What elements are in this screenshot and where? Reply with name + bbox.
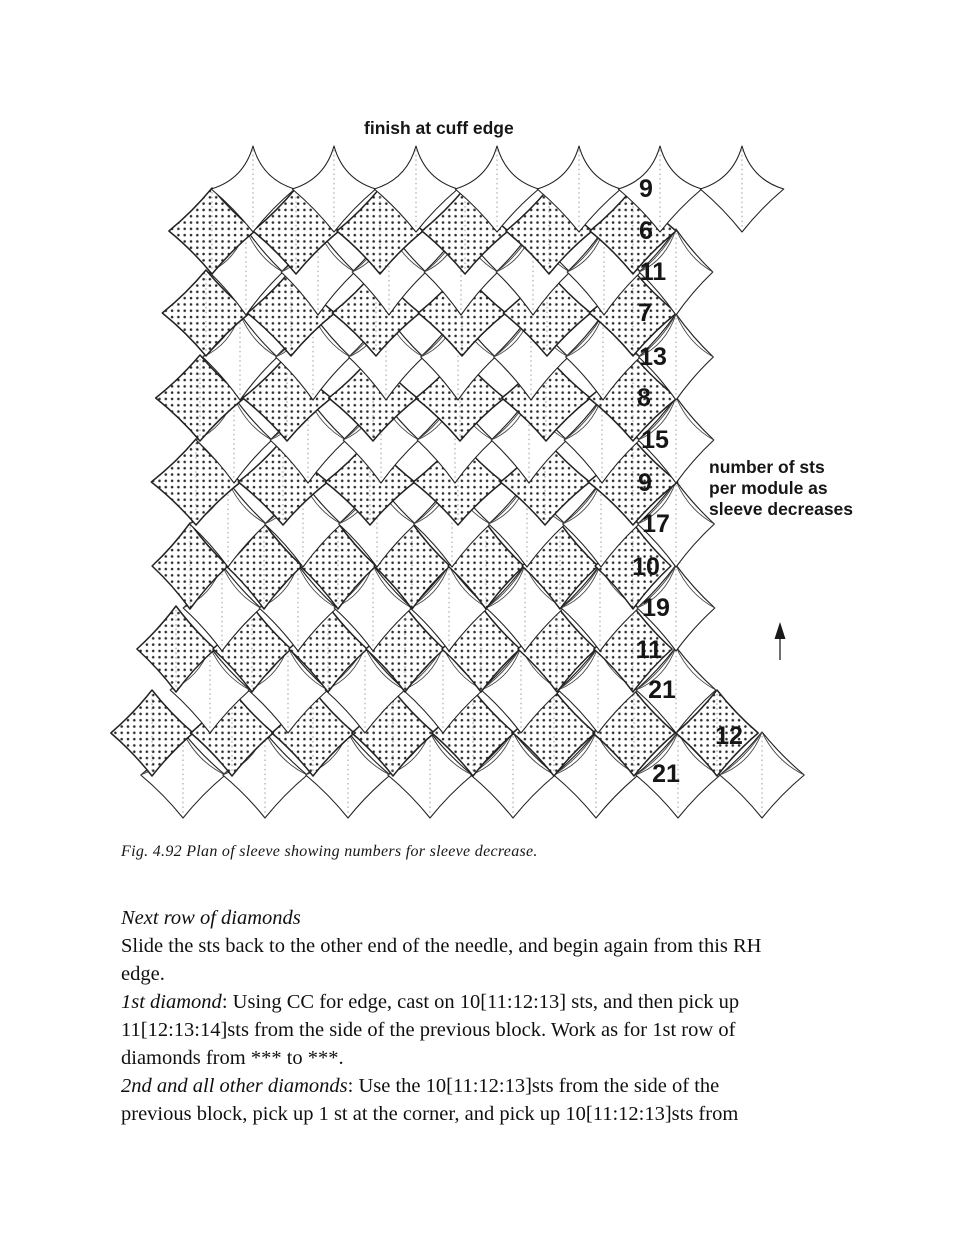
- stitch-count-label: 11: [635, 636, 663, 664]
- direction-arrow-head: [775, 622, 786, 639]
- instruction-text: 11[12:13:14]sts from the side of the previous block. Work as for 1st row of: [121, 1019, 736, 1041]
- stitch-count-label: 17: [642, 510, 670, 538]
- instruction-line: [121, 960, 761, 988]
- instruction-text: diamonds from *** to ***.: [121, 1047, 344, 1069]
- instruction-line: [121, 1044, 761, 1072]
- stitch-count-label: 21: [652, 760, 680, 788]
- pattern-instructions: [121, 904, 761, 1128]
- instruction-italic-text: Next row of diamonds: [121, 907, 301, 929]
- module-sts-label-line: number of sts: [709, 457, 825, 477]
- stitch-count-label: 10: [632, 553, 660, 581]
- figure-caption: Fig. 4.92 Plan of sleeve showing numbers for sleeve decrease.: [121, 843, 538, 860]
- instruction-text: previous block, pick up 1 st at the corner, and pick up 10[11:12:13]sts from: [121, 1103, 739, 1125]
- stitch-count-label: 7: [638, 299, 652, 327]
- instruction-italic-text: 1st diamond: [121, 991, 222, 1013]
- stitch-count-label: 19: [642, 594, 670, 622]
- instruction-text: Slide the sts back to the other end of the needle, and begin again from this RH: [121, 935, 762, 957]
- stitch-count-label: 8: [637, 384, 651, 412]
- instruction-italic-text: 2nd and all other diamonds: [121, 1075, 348, 1097]
- instruction-line: [121, 1100, 761, 1128]
- instruction-text: : Using CC for edge, cast on 10[11:12:13] sts, and then pick up: [221, 991, 740, 1013]
- instruction-line: [121, 904, 761, 932]
- module-sts-label-line: sleeve decreases: [709, 499, 854, 519]
- figure-title: finish at cuff edge: [364, 118, 514, 138]
- stitch-count-label: 21: [648, 676, 676, 704]
- instruction-line: [121, 988, 761, 1016]
- stitch-count-label: 12: [715, 722, 743, 750]
- module-sts-label-line: per module as: [709, 478, 828, 498]
- instruction-line: [121, 932, 761, 960]
- stitch-count-label: 11: [639, 258, 667, 286]
- stitch-count-label: 6: [639, 217, 653, 245]
- stitch-count-label: 15: [641, 426, 669, 454]
- stitch-count-label: 9: [638, 469, 652, 497]
- stitch-count-label: 13: [639, 343, 667, 371]
- instruction-line: [121, 1072, 761, 1100]
- module-sts-label: [709, 457, 853, 520]
- instruction-text: : Use the 10[11:12:13]sts from the side of the: [347, 1075, 720, 1097]
- stitch-count-label: 9: [639, 175, 653, 203]
- instruction-text: edge.: [121, 963, 165, 985]
- instruction-line: [121, 1016, 761, 1044]
